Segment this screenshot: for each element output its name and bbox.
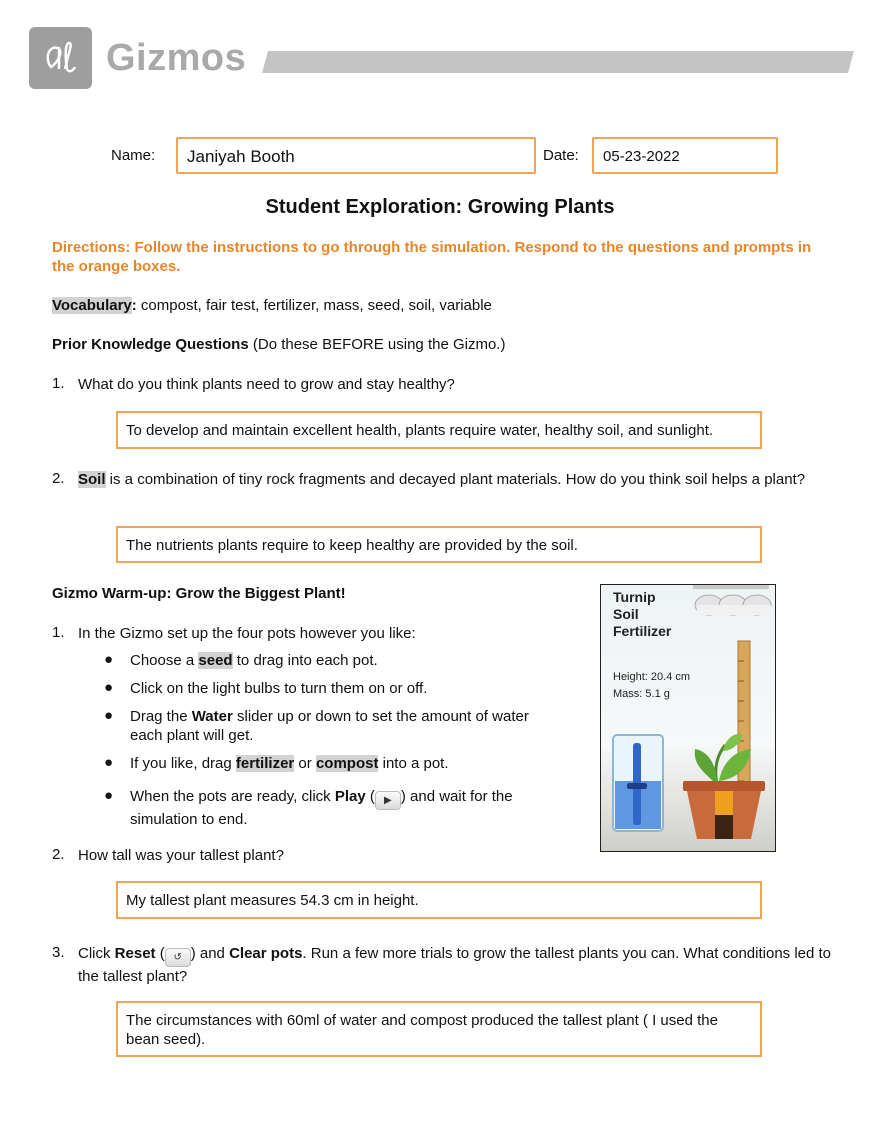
prior-q2-text: Soil is a combination of tiny rock fragments and decayed plant materials. How do you think soil helps a plant?: [78, 471, 806, 488]
warmup-bullet-fertilizer: If you like, drag fertilizer or compost into a pot.: [130, 755, 449, 772]
warmup-q2-answer: My tallest plant measures 54.3 cm in height.: [126, 892, 419, 909]
warmup-bullet-water: Drag the Water slider up or down to set the amount of water each plant will get.: [130, 708, 529, 744]
warmup-q1-text: In the Gizmo set up the four pots however you like:: [78, 625, 416, 642]
warmup-q3-answer-box[interactable]: [116, 1001, 762, 1057]
bullet: ●: [104, 787, 114, 804]
name-value: Janiyah Booth: [187, 147, 295, 166]
vocabulary-label: Vocabulary: [52, 297, 132, 314]
bullet: ●: [104, 754, 114, 771]
gizmo-screenshot: [600, 584, 776, 852]
plant-mass: Mass: 5.1 g: [613, 688, 670, 700]
plant-height: Height: 20.4 cm: [613, 671, 691, 683]
name-label: Name:: [111, 147, 156, 164]
warmup-bullet-lights: Click on the light bulbs to turn them on or off.: [130, 680, 428, 697]
question-number: 3.: [52, 944, 65, 961]
question-number: 2.: [52, 846, 65, 863]
warmup-q3-answer: The circumstances with 60ml of water and compost produced the tallest plant ( I used the bean seed).: [126, 1012, 718, 1048]
page-title: Student Exploration: Growing Plants: [265, 196, 615, 218]
bullet: ●: [104, 651, 114, 668]
soil-term: Soil: [78, 471, 106, 488]
prior-q1-text: What do you think plants need to grow and stay healthy?: [78, 376, 455, 393]
gizmo-stats: [613, 669, 690, 703]
header-bar: [262, 51, 854, 73]
vocabulary-line: Vocabulary: compost, fair test, fertilizer, mass, seed, soil, variable: [52, 297, 492, 314]
question-number: 1.: [52, 375, 65, 392]
date-value: 05-23-2022: [603, 148, 680, 165]
prior-q2-answer: The nutrients plants require to keep healthy are provided by the soil.: [126, 537, 578, 554]
pot-icon: [683, 781, 765, 839]
question-number: 1.: [52, 624, 65, 641]
date-label: Date:: [543, 147, 579, 164]
water-beaker-icon: [613, 735, 663, 831]
date-field[interactable]: [592, 137, 778, 174]
warmup-q3-text: Click Reset ( ↺ ) and Clear pots. Run a few more trials to grow the tallest plants you can. What conditions led to the tallest plant?: [78, 945, 832, 985]
prior-q2-answer-box[interactable]: [116, 526, 762, 563]
reset-icon: ↺: [165, 948, 191, 967]
light-bulbs-icon: [693, 585, 771, 615]
prior-q1-answer: To develop and maintain excellent health, plants require water, healthy soil, and sunlight.: [126, 422, 714, 439]
warmup-q2-text: How tall was your tallest plant?: [78, 847, 284, 864]
bullet: ●: [104, 707, 114, 724]
warmup-bullet-play: When the pots are ready, click Play ( ▶ ) and wait for the simulation to end.: [130, 788, 513, 828]
brand-name: Gizmos: [106, 37, 247, 79]
directions: Directions: Follow the instructions to go through the simulation. Respond to the questions and prompts in the orange boxes.: [52, 239, 812, 275]
warmup-bullet-seed: Choose a seed to drag into each pot.: [130, 652, 378, 669]
prior-heading: Prior Knowledge Questions (Do these BEFORE using the Gizmo.): [52, 336, 506, 353]
gizmo-title: Turnip Soil Fertilizer: [613, 589, 672, 639]
prior-q1-answer-box[interactable]: [116, 411, 762, 449]
question-number: 2.: [52, 470, 65, 487]
leaf-logo-icon: [29, 27, 92, 89]
vocabulary-terms: compost, fair test, fertilizer, mass, seed, soil, variable: [136, 297, 492, 314]
name-field[interactable]: [176, 137, 536, 174]
warmup-q2-answer-box[interactable]: [116, 881, 762, 919]
gizmos-logo: [29, 27, 92, 89]
bullet: ●: [104, 679, 114, 696]
play-icon: ▶: [375, 791, 401, 810]
warmup-heading: Gizmo Warm-up: Grow the Biggest Plant!: [52, 585, 346, 602]
